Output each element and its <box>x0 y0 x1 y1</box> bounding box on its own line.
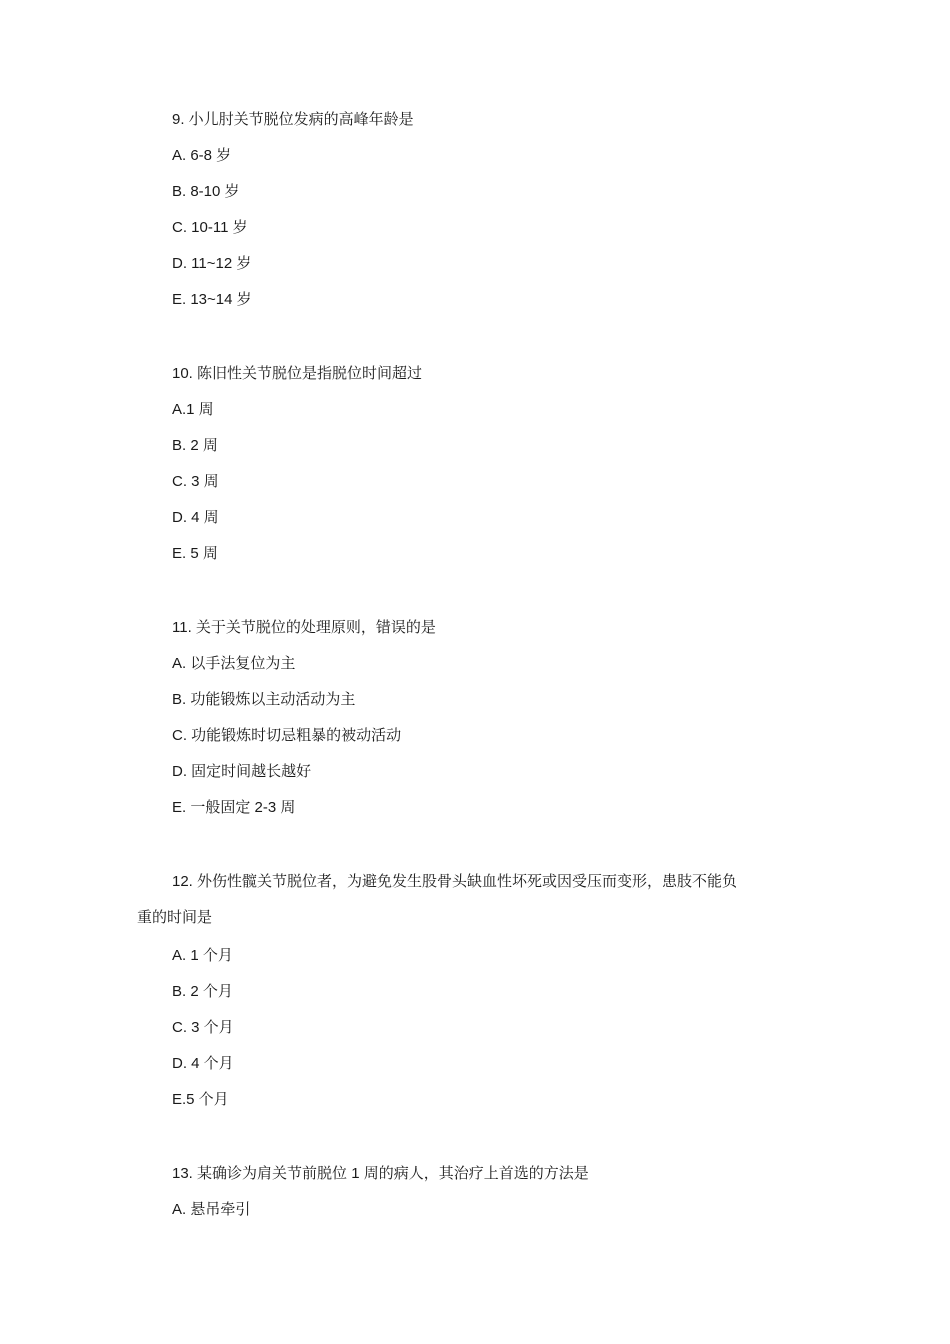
option-item: D. 固定时间越长越好 <box>172 763 312 780</box>
option-item: E. 一般固定 2-3 周 <box>172 799 296 816</box>
question-stem: 12. 外伤性髋关节脱位者，为避免发生股骨头缺血性坏死或因受压而变形，患肢不能负 <box>172 873 738 890</box>
question-stem-continuation: 重的时间是 <box>137 909 213 926</box>
option-item: E.5 个月 <box>172 1091 229 1108</box>
option-item: A. 悬吊牵引 <box>172 1201 251 1218</box>
option-item: D. 4 个月 <box>172 1055 234 1072</box>
question-stem: 11. 关于关节脱位的处理原则，错误的是 <box>172 619 436 636</box>
option-item: A. 6-8 岁 <box>172 147 232 164</box>
option-item: C. 3 周 <box>172 473 219 490</box>
question-stem: 13. 某确诊为肩关节前脱位 1 周的病人，其治疗上首选的方法是 <box>172 1165 589 1182</box>
option-item: D. 11~12 岁 <box>172 255 252 272</box>
option-item: C. 功能锻炼时切忌粗暴的被动活动 <box>172 727 402 744</box>
question-stem: 10. 陈旧性关节脱位是指脱位时间超过 <box>172 365 423 382</box>
question-stem: 9. 小儿肘关节脱位发病的高峰年龄是 <box>172 111 414 128</box>
option-item: A. 1 个月 <box>172 947 233 964</box>
option-item: D. 4 周 <box>172 509 219 526</box>
option-item: E. 5 周 <box>172 545 218 562</box>
option-item: A.1 周 <box>172 401 214 418</box>
option-item: B. 2 周 <box>172 437 218 454</box>
option-item: C. 10-11 岁 <box>172 219 248 236</box>
option-item: A. 以手法复位为主 <box>172 655 296 672</box>
option-item: B. 8-10 岁 <box>172 183 240 200</box>
option-item: B. 2 个月 <box>172 983 233 1000</box>
option-item: B. 功能锻炼以主动活动为主 <box>172 691 356 708</box>
option-item: C. 3 个月 <box>172 1019 234 1036</box>
option-item: E. 13~14 岁 <box>172 291 252 308</box>
